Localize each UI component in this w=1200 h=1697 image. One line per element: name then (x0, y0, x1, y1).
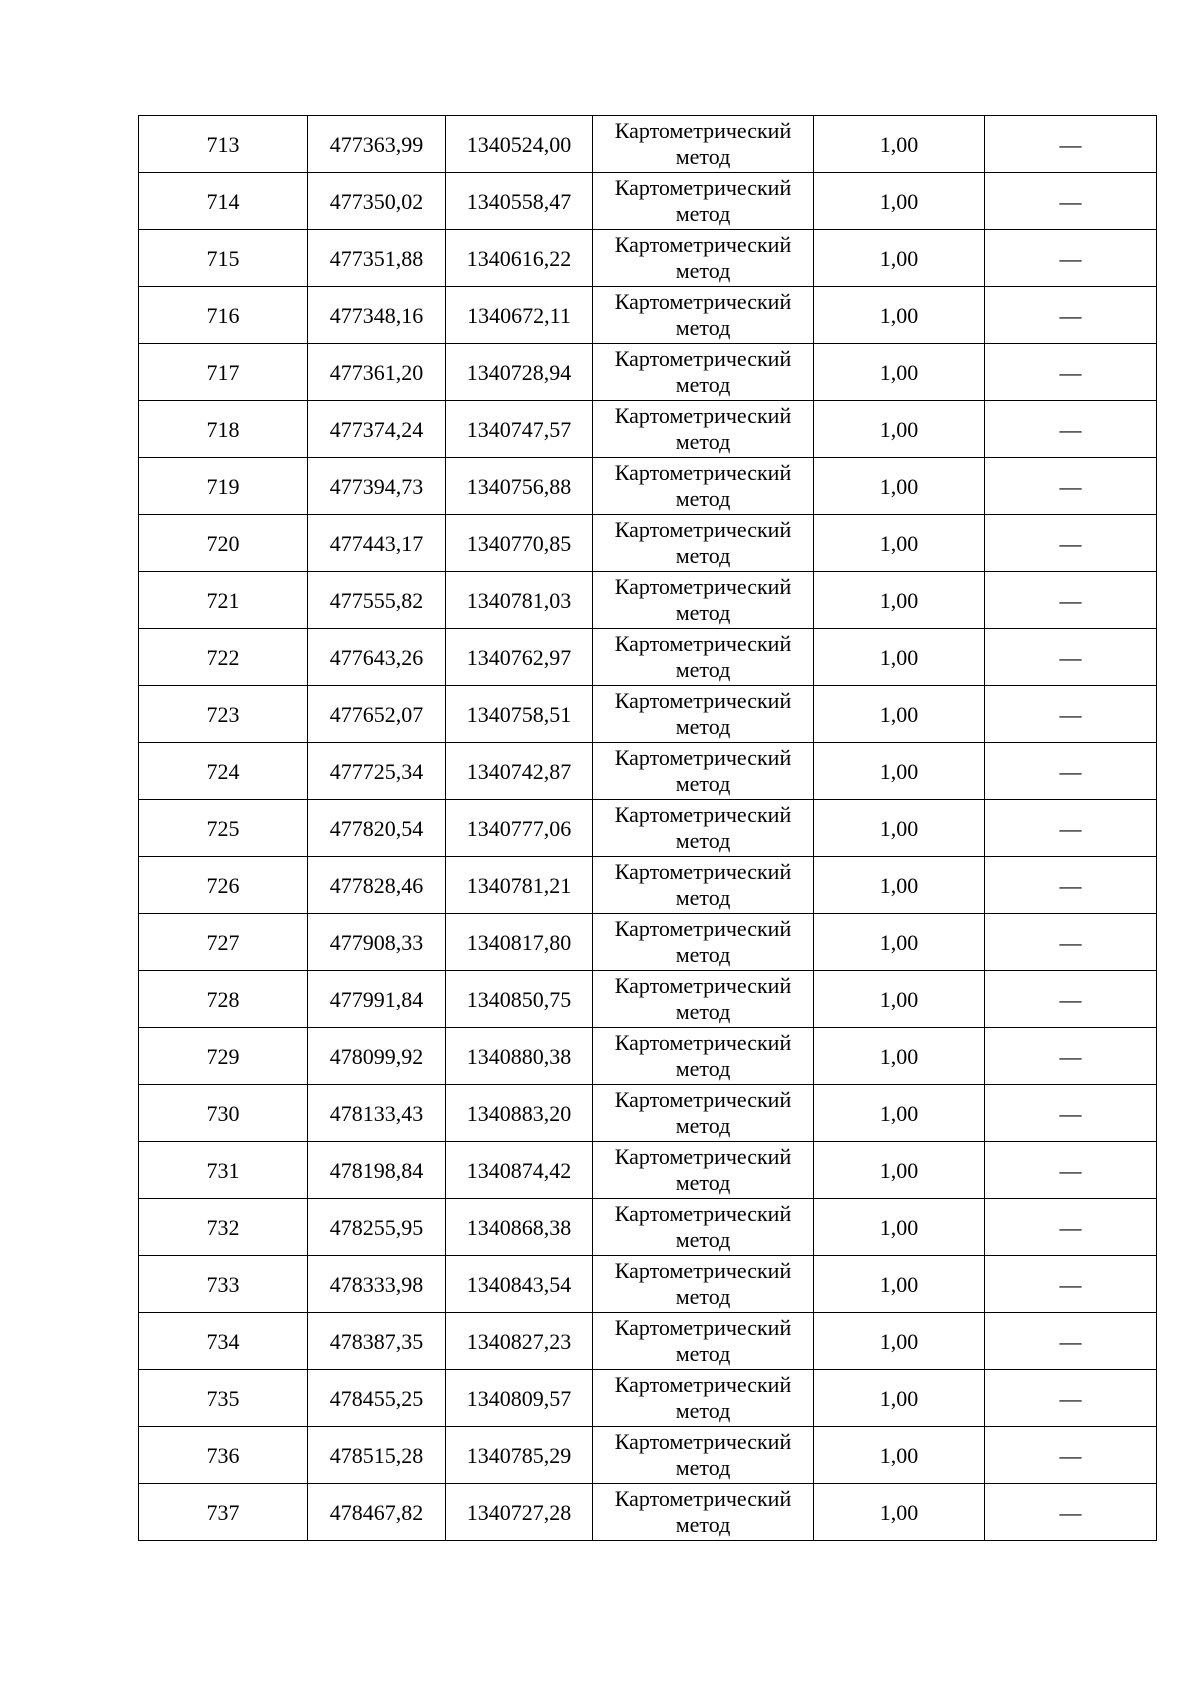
accuracy-cell: 1,00 (814, 800, 985, 857)
table-row (139, 1370, 1157, 1427)
point-number-cell: 716 (139, 287, 308, 344)
method-line-2: метод (675, 201, 731, 226)
method-cell (593, 116, 814, 173)
method-line-2: метод (675, 1284, 731, 1309)
note-cell: — (985, 914, 1157, 971)
coordinates-table-body (139, 116, 1157, 1541)
y-coordinate-cell: 1340868,38 (446, 1199, 593, 1256)
point-number-cell: 719 (139, 458, 308, 515)
y-coordinate-cell: 1340558,47 (446, 173, 593, 230)
method-cell (593, 971, 814, 1028)
method-line-2: метод (675, 429, 731, 454)
table-row (139, 287, 1157, 344)
method-line-1: Картометрический (614, 1144, 792, 1169)
note-cell: — (985, 743, 1157, 800)
x-coordinate-cell: 478198,84 (308, 1142, 446, 1199)
y-coordinate-cell: 1340850,75 (446, 971, 593, 1028)
method-cell (593, 914, 814, 971)
x-coordinate-cell: 478515,28 (308, 1427, 446, 1484)
y-coordinate-cell: 1340770,85 (446, 515, 593, 572)
method-line-1: Картометрический (614, 1030, 792, 1055)
note-cell: — (985, 1370, 1157, 1427)
note-cell: — (985, 572, 1157, 629)
table-row (139, 230, 1157, 287)
x-coordinate-cell: 478333,98 (308, 1256, 446, 1313)
method-line-2: метод (675, 1170, 731, 1195)
x-coordinate-cell: 477394,73 (308, 458, 446, 515)
x-coordinate-cell: 477908,33 (308, 914, 446, 971)
note-cell: — (985, 800, 1157, 857)
table-row (139, 1256, 1157, 1313)
note-cell: — (985, 971, 1157, 1028)
y-coordinate-cell: 1340762,97 (446, 629, 593, 686)
point-number-cell: 732 (139, 1199, 308, 1256)
method-line-1: Картометрический (614, 1486, 792, 1511)
method-line-1: Картометрический (614, 403, 792, 428)
y-coordinate-cell: 1340880,38 (446, 1028, 593, 1085)
table-row (139, 116, 1157, 173)
method-cell (593, 1256, 814, 1313)
y-coordinate-cell: 1340747,57 (446, 401, 593, 458)
method-line-2: метод (675, 372, 731, 397)
y-coordinate-cell: 1340742,87 (446, 743, 593, 800)
accuracy-cell: 1,00 (814, 344, 985, 401)
method-line-2: метод (675, 714, 731, 739)
y-coordinate-cell: 1340758,51 (446, 686, 593, 743)
table-row (139, 1427, 1157, 1484)
x-coordinate-cell: 477643,26 (308, 629, 446, 686)
y-coordinate-cell: 1340728,94 (446, 344, 593, 401)
method-cell (593, 1370, 814, 1427)
table-row (139, 857, 1157, 914)
method-line-1: Картометрический (614, 973, 792, 998)
method-line-1: Картометрический (614, 1372, 792, 1397)
note-cell: — (985, 1256, 1157, 1313)
accuracy-cell: 1,00 (814, 914, 985, 971)
table-row (139, 800, 1157, 857)
point-number-cell: 734 (139, 1313, 308, 1370)
table-row (139, 344, 1157, 401)
method-cell (593, 1142, 814, 1199)
point-number-cell: 729 (139, 1028, 308, 1085)
note-cell: — (985, 857, 1157, 914)
table-row (139, 743, 1157, 800)
accuracy-cell: 1,00 (814, 458, 985, 515)
method-cell (593, 743, 814, 800)
method-line-1: Картометрический (614, 1315, 792, 1340)
method-line-2: метод (675, 1512, 731, 1537)
point-number-cell: 731 (139, 1142, 308, 1199)
table-row (139, 914, 1157, 971)
y-coordinate-cell: 1340777,06 (446, 800, 593, 857)
method-line-1: Картометрический (614, 1087, 792, 1112)
method-line-2: метод (675, 1455, 731, 1480)
accuracy-cell: 1,00 (814, 857, 985, 914)
table-row (139, 1085, 1157, 1142)
x-coordinate-cell: 477555,82 (308, 572, 446, 629)
y-coordinate-cell: 1340672,11 (446, 287, 593, 344)
accuracy-cell: 1,00 (814, 629, 985, 686)
method-line-2: метод (675, 144, 731, 169)
note-cell: — (985, 1484, 1157, 1541)
method-cell (593, 1313, 814, 1370)
note-cell: — (985, 344, 1157, 401)
x-coordinate-cell: 477348,16 (308, 287, 446, 344)
method-line-2: метод (675, 942, 731, 967)
method-cell (593, 173, 814, 230)
note-cell: — (985, 1199, 1157, 1256)
accuracy-cell: 1,00 (814, 1484, 985, 1541)
coordinates-table (138, 115, 1157, 1541)
x-coordinate-cell: 477374,24 (308, 401, 446, 458)
y-coordinate-cell: 1340781,21 (446, 857, 593, 914)
point-number-cell: 728 (139, 971, 308, 1028)
accuracy-cell: 1,00 (814, 1199, 985, 1256)
accuracy-cell: 1,00 (814, 971, 985, 1028)
point-number-cell: 736 (139, 1427, 308, 1484)
accuracy-cell: 1,00 (814, 1427, 985, 1484)
y-coordinate-cell: 1340843,54 (446, 1256, 593, 1313)
table-row (139, 971, 1157, 1028)
x-coordinate-cell: 477443,17 (308, 515, 446, 572)
method-line-2: метод (675, 258, 731, 283)
y-coordinate-cell: 1340809,57 (446, 1370, 593, 1427)
accuracy-cell: 1,00 (814, 686, 985, 743)
y-coordinate-cell: 1340874,42 (446, 1142, 593, 1199)
accuracy-cell: 1,00 (814, 401, 985, 458)
x-coordinate-cell: 478467,82 (308, 1484, 446, 1541)
accuracy-cell: 1,00 (814, 1085, 985, 1142)
table-row (139, 686, 1157, 743)
method-line-1: Картометрический (614, 460, 792, 485)
point-number-cell: 725 (139, 800, 308, 857)
method-line-2: метод (675, 657, 731, 682)
method-line-2: метод (675, 828, 731, 853)
method-line-1: Картометрический (614, 631, 792, 656)
method-cell (593, 515, 814, 572)
table-row (139, 1028, 1157, 1085)
x-coordinate-cell: 477725,34 (308, 743, 446, 800)
x-coordinate-cell: 477350,02 (308, 173, 446, 230)
method-cell (593, 800, 814, 857)
method-cell (593, 1085, 814, 1142)
point-number-cell: 720 (139, 515, 308, 572)
point-number-cell: 721 (139, 572, 308, 629)
x-coordinate-cell: 478455,25 (308, 1370, 446, 1427)
method-line-2: метод (675, 1113, 731, 1138)
note-cell: — (985, 515, 1157, 572)
accuracy-cell: 1,00 (814, 515, 985, 572)
accuracy-cell: 1,00 (814, 1313, 985, 1370)
note-cell: — (985, 230, 1157, 287)
method-line-2: метод (675, 600, 731, 625)
method-cell (593, 287, 814, 344)
method-line-2: метод (675, 771, 731, 796)
method-cell (593, 458, 814, 515)
accuracy-cell: 1,00 (814, 1256, 985, 1313)
point-number-cell: 722 (139, 629, 308, 686)
x-coordinate-cell: 478099,92 (308, 1028, 446, 1085)
method-line-1: Картометрический (614, 289, 792, 314)
table-row (139, 572, 1157, 629)
accuracy-cell: 1,00 (814, 230, 985, 287)
table-row (139, 1313, 1157, 1370)
table-row (139, 1484, 1157, 1541)
point-number-cell: 714 (139, 173, 308, 230)
method-line-1: Картометрический (614, 859, 792, 884)
x-coordinate-cell: 477828,46 (308, 857, 446, 914)
method-line-1: Картометрический (614, 1429, 792, 1454)
x-coordinate-cell: 477351,88 (308, 230, 446, 287)
method-line-2: метод (675, 1341, 731, 1366)
table-row (139, 1199, 1157, 1256)
point-number-cell: 737 (139, 1484, 308, 1541)
point-number-cell: 723 (139, 686, 308, 743)
method-line-1: Картометрический (614, 916, 792, 941)
method-line-2: метод (675, 1056, 731, 1081)
y-coordinate-cell: 1340781,03 (446, 572, 593, 629)
method-line-1: Картометрический (614, 688, 792, 713)
note-cell: — (985, 401, 1157, 458)
x-coordinate-cell: 478255,95 (308, 1199, 446, 1256)
method-line-1: Картометрический (614, 745, 792, 770)
y-coordinate-cell: 1340785,29 (446, 1427, 593, 1484)
x-coordinate-cell: 477991,84 (308, 971, 446, 1028)
method-line-2: метод (675, 999, 731, 1024)
point-number-cell: 730 (139, 1085, 308, 1142)
method-line-2: метод (675, 315, 731, 340)
table-row (139, 629, 1157, 686)
note-cell: — (985, 1427, 1157, 1484)
point-number-cell: 733 (139, 1256, 308, 1313)
method-cell (593, 344, 814, 401)
y-coordinate-cell: 1340756,88 (446, 458, 593, 515)
accuracy-cell: 1,00 (814, 1370, 985, 1427)
x-coordinate-cell: 477652,07 (308, 686, 446, 743)
x-coordinate-cell: 477361,20 (308, 344, 446, 401)
method-cell (593, 629, 814, 686)
method-cell (593, 1199, 814, 1256)
method-line-1: Картометрический (614, 1201, 792, 1226)
table-row (139, 515, 1157, 572)
y-coordinate-cell: 1340883,20 (446, 1085, 593, 1142)
y-coordinate-cell: 1340817,80 (446, 914, 593, 971)
y-coordinate-cell: 1340727,28 (446, 1484, 593, 1541)
method-line-1: Картометрический (614, 1258, 792, 1283)
note-cell: — (985, 458, 1157, 515)
method-cell (593, 1028, 814, 1085)
method-cell (593, 401, 814, 458)
method-cell (593, 572, 814, 629)
note-cell: — (985, 116, 1157, 173)
note-cell: — (985, 1028, 1157, 1085)
point-number-cell: 717 (139, 344, 308, 401)
x-coordinate-cell: 477820,54 (308, 800, 446, 857)
table-row (139, 173, 1157, 230)
note-cell: — (985, 173, 1157, 230)
accuracy-cell: 1,00 (814, 743, 985, 800)
method-cell (593, 857, 814, 914)
x-coordinate-cell: 478133,43 (308, 1085, 446, 1142)
table-row (139, 401, 1157, 458)
y-coordinate-cell: 1340827,23 (446, 1313, 593, 1370)
x-coordinate-cell: 478387,35 (308, 1313, 446, 1370)
method-cell (593, 230, 814, 287)
accuracy-cell: 1,00 (814, 1142, 985, 1199)
method-line-1: Картометрический (614, 574, 792, 599)
method-line-2: метод (675, 1398, 731, 1423)
method-line-2: метод (675, 885, 731, 910)
note-cell: — (985, 1313, 1157, 1370)
method-line-1: Картометрический (614, 517, 792, 542)
point-number-cell: 718 (139, 401, 308, 458)
method-line-1: Картометрический (614, 232, 792, 257)
point-number-cell: 724 (139, 743, 308, 800)
accuracy-cell: 1,00 (814, 116, 985, 173)
method-cell (593, 1427, 814, 1484)
point-number-cell: 715 (139, 230, 308, 287)
point-number-cell: 713 (139, 116, 308, 173)
note-cell: — (985, 629, 1157, 686)
method-cell (593, 1484, 814, 1541)
accuracy-cell: 1,00 (814, 173, 985, 230)
method-line-2: метод (675, 543, 731, 568)
accuracy-cell: 1,00 (814, 1028, 985, 1085)
point-number-cell: 727 (139, 914, 308, 971)
x-coordinate-cell: 477363,99 (308, 116, 446, 173)
note-cell: — (985, 287, 1157, 344)
method-line-1: Картометрический (614, 175, 792, 200)
table-row (139, 1142, 1157, 1199)
note-cell: — (985, 1142, 1157, 1199)
note-cell: — (985, 686, 1157, 743)
point-number-cell: 726 (139, 857, 308, 914)
accuracy-cell: 1,00 (814, 572, 985, 629)
method-line-1: Картометрический (614, 346, 792, 371)
note-cell: — (985, 1085, 1157, 1142)
method-line-1: Картометрический (614, 802, 792, 827)
table-row (139, 458, 1157, 515)
accuracy-cell: 1,00 (814, 287, 985, 344)
point-number-cell: 735 (139, 1370, 308, 1427)
method-line-2: метод (675, 1227, 731, 1252)
y-coordinate-cell: 1340524,00 (446, 116, 593, 173)
method-line-2: метод (675, 486, 731, 511)
method-line-1: Картометрический (614, 118, 792, 143)
method-cell (593, 686, 814, 743)
y-coordinate-cell: 1340616,22 (446, 230, 593, 287)
